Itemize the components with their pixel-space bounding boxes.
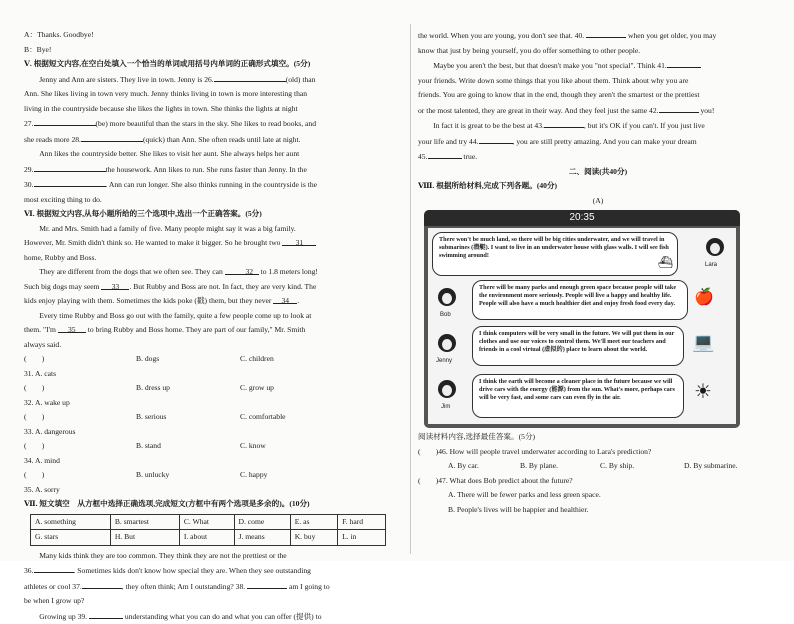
sec6-line-9: always said.	[24, 338, 404, 353]
word-option: A. something	[31, 514, 111, 530]
text: understanding what you can do and what you can offer (提供) to	[125, 612, 322, 621]
word-option: L. in	[338, 530, 386, 546]
word-option: C. What	[179, 514, 234, 530]
text: true.	[463, 152, 477, 161]
q47-option-a[interactable]: A. There will be fewer parks and less green space.	[418, 488, 778, 503]
sec6-line-1: Mr. and Mrs. Smith had a family of five. Many people might say it was a big family.	[24, 222, 404, 237]
speech-bubble-jenny: I think computers will be very small in the future. We will put them in our clothes and use our voices to control them. We'll meet our teachers and friends in a cool virtual (虚拟的) place to learn about the world.	[472, 326, 684, 366]
option-b: B. serious	[136, 410, 240, 439]
option-c: C. happy	[240, 468, 267, 497]
phone-illustration	[424, 210, 740, 428]
text: or the most talented, they are great in their way. And they feel just the same 42.	[418, 106, 659, 115]
answer-paren[interactable]: ( )	[24, 381, 136, 396]
sec5-line-6: Ann likes the countryside better. She likes to visit her aunt. She always helps her aunt	[24, 147, 404, 162]
text: 45.	[418, 152, 428, 161]
text: the world. When you are young, you don't see that. 40.	[418, 31, 584, 40]
sec6-line-5	[24, 280, 404, 295]
name-jim: Jim	[441, 400, 450, 415]
word-option: B. smartest	[110, 514, 179, 530]
option-c: C. grow up	[240, 381, 274, 410]
word-option: H. But	[110, 530, 179, 546]
text: 30.	[24, 180, 34, 189]
avatar-face	[710, 243, 720, 254]
q46-option-b[interactable]: B. By plane.	[520, 459, 600, 474]
phone-time: 20:35	[569, 212, 594, 223]
text: to bring Rubby and Boss home. They are part of our family," Mr. Smith	[88, 325, 306, 334]
avatar-face	[442, 385, 452, 396]
r-line-1	[418, 28, 778, 44]
option-b: B. unlucky	[136, 468, 240, 497]
part-2-title: 二、阅读(共40分)	[418, 165, 778, 180]
q46-option-c[interactable]: C. By ship.	[600, 459, 684, 474]
text: the housework. Ann likes to run. She runs faster than Jenny. In the	[106, 165, 307, 174]
column-divider	[410, 24, 411, 554]
submarine-icon: ⛴	[658, 252, 673, 272]
sec6-line-2	[24, 236, 404, 251]
option-a: 31. A. cats	[24, 367, 136, 382]
word-box-row	[31, 530, 386, 546]
text: you!	[700, 106, 714, 115]
text: kids enjoy playing with them. Sometimes the kids poke (戳) them, but they never	[24, 296, 271, 305]
question-46-options	[418, 459, 778, 474]
speech-bubble-bob: There will be many parks and enough green space because people will take the environment more seriously. People will live a happy and healthy life. People will also have a much healthier diet and enjoy fresh food every day.	[472, 280, 688, 320]
text: Growing up 39.	[39, 612, 87, 621]
sec5-line-1	[24, 72, 404, 88]
phone-status-bar	[424, 210, 740, 226]
r-line-6	[418, 103, 778, 119]
text: (quick) than Ann. She often reads until late at night.	[143, 135, 301, 144]
blank-44[interactable]	[479, 134, 513, 144]
text: Such big dogs may seem	[24, 282, 100, 291]
sec6-line-4	[24, 265, 404, 280]
text: she reads more 28.	[24, 135, 81, 144]
section-5-title: Ⅴ. 根据短文内容,在空白处填入一个恰当的单词或用括号内单词的正确形式填空。(5分)	[24, 57, 404, 72]
blank-39[interactable]	[89, 609, 123, 619]
word-option: K. buy	[290, 530, 337, 546]
sec7-line-5	[24, 609, 404, 624]
text: when you get older, you may	[628, 31, 716, 40]
question-33[interactable]	[24, 410, 404, 439]
text: In fact it is great to be the best at 43.	[433, 121, 544, 130]
word-box	[30, 514, 386, 546]
question-31[interactable]	[24, 352, 404, 381]
answer-paren[interactable]: ( )	[24, 410, 136, 425]
text: Jenny and Ann are sisters. They live in town. Jenny is 26.	[39, 75, 214, 84]
sec5-line-5	[24, 132, 404, 148]
r-line-7	[418, 118, 778, 134]
text: However, Mr. Smith didn't think so. He wanted to make it bigger. So he brought two	[24, 238, 280, 247]
word-option: E. as	[290, 514, 337, 530]
avatar-jenny	[438, 334, 456, 352]
option-a: 32. A. wake up	[24, 396, 136, 411]
blank-32[interactable]: 32	[225, 265, 259, 275]
avatar-bob	[438, 288, 456, 306]
left-column	[24, 28, 404, 624]
avatar-face	[442, 293, 452, 304]
text: Maybe you aren't the best, but that doesn't make you "not special". Think 41.	[433, 61, 667, 70]
question-34[interactable]	[24, 439, 404, 468]
sec7-line-3	[24, 579, 404, 595]
sec5-line-3: living in the countryside because she likes the lights in town. She thinks the lights at night	[24, 102, 404, 117]
passage-a-label: (A)	[418, 194, 778, 209]
r-line-3	[418, 58, 778, 74]
blank-28[interactable]	[81, 132, 143, 142]
sec7-line-2	[24, 563, 404, 579]
question-47[interactable]: ( )47. What does Bob predict about the future?	[418, 474, 778, 489]
text: They are different from the dogs that we often see. They can	[39, 267, 223, 276]
blank-30[interactable]	[34, 177, 106, 187]
blank-27[interactable]	[34, 116, 96, 126]
sec7-line-1: Many kids think they are too common. They think they are not the prettiest or the	[24, 549, 404, 564]
blank-42[interactable]	[659, 103, 699, 113]
option-a: 35. A. sorry	[24, 483, 136, 498]
question-intro: 阅读材料内容,选择最佳答案。(5分)	[418, 430, 778, 445]
option-b: B. dogs	[136, 352, 240, 381]
option-c: C. children	[240, 352, 274, 381]
r-line-5: friends. You are going to know that in the end, though they aren't the smartest or the prettiest	[418, 88, 778, 103]
option-b: B. dress up	[136, 381, 240, 410]
blank-37[interactable]	[82, 579, 122, 589]
sec6-line-6	[24, 294, 404, 309]
option-a: 34. A. mind	[24, 454, 136, 469]
blank-38[interactable]	[247, 579, 287, 589]
name-lara: Lara	[705, 258, 717, 273]
text: 36.	[24, 566, 34, 575]
r-line-9	[418, 149, 778, 165]
dialog-a: A：Thanks. Goodbye!	[24, 28, 404, 43]
blank-43[interactable]	[544, 118, 584, 128]
speech-bubble-jim: I think the earth will become a cleaner place in the future because we will drive cars with the energy (能源) from the sun. What's more, perhaps cars will be very fast, and some cars can even fly in the air.	[472, 374, 684, 418]
text: am I going to	[289, 582, 330, 591]
text: 29.	[24, 165, 34, 174]
speech-bubble-lara: There won't be much land, so there will be big cities underwater, and we will travel in submarines (潜艇). I want to live in an underwater house with glass walls. I will see fish swimming around!	[432, 232, 678, 276]
text: . But Rubby and Boss are not. In fact, they are very kind. The	[129, 282, 316, 291]
word-option: D. come	[234, 514, 290, 530]
phone-screen	[428, 228, 736, 424]
sec5-line-9: most exciting thing to do.	[24, 193, 404, 208]
blank-31[interactable]: 31	[282, 236, 316, 246]
laptop-icon: 💻	[692, 332, 714, 352]
blank-45[interactable]	[428, 149, 462, 159]
text: .	[297, 296, 299, 305]
sun-icon: ☀	[694, 382, 712, 402]
word-box-row	[31, 514, 386, 530]
word-option: J. means	[234, 530, 290, 546]
blank-34[interactable]: 34	[273, 294, 297, 304]
section-7-title: Ⅶ. 短文填空 从方框中选择正确选项,完成短文(方框中有两个选项是多余的)。(10分)	[24, 497, 404, 512]
blank-40[interactable]	[586, 28, 626, 38]
blank-29[interactable]	[34, 162, 106, 172]
text: (old) than	[286, 75, 316, 84]
text: (be) more beautiful than the stars in the sky. She likes to read books, and	[96, 119, 317, 128]
word-option: F. hard	[338, 514, 386, 530]
text: athletes or cool 37.	[24, 582, 82, 591]
text: , but it's OK if you can't. If you just live	[584, 121, 705, 130]
question-list	[24, 352, 404, 497]
option-c: C. know	[240, 439, 266, 468]
sec5-line-8	[24, 177, 404, 193]
avatar-face	[442, 339, 452, 350]
option-b: B. stand	[136, 439, 240, 468]
answer-paren[interactable]: ( )	[24, 439, 136, 454]
blank-35[interactable]: 35	[58, 323, 86, 333]
dialog-b: B：Bye!	[24, 43, 404, 58]
sec5-line-2: Ann. She likes living in town very much. Jenny thinks living in town is more interesting than	[24, 87, 404, 102]
avatar-jim	[438, 380, 456, 398]
sec6-line-3: home, Rubby and Boss.	[24, 251, 404, 266]
word-option: G. stars	[31, 530, 111, 546]
text: , they often think; Am I outstanding? 38.	[122, 582, 245, 591]
sec6-line-7: Every time Rubby and Boss go out with the family, quite a few people come up to look at	[24, 309, 404, 324]
name-bob: Bob	[440, 308, 451, 323]
right-column	[418, 28, 778, 517]
option-a: 33. A. dangerous	[24, 425, 136, 440]
text: them. "I'm	[24, 325, 56, 334]
text: to 1.8 meters long!	[261, 267, 318, 276]
question-35[interactable]	[24, 468, 404, 497]
sec7-line-4: be when I grow up?	[24, 594, 404, 609]
r-line-2: know that just by being yourself, you do offer something to other people.	[418, 44, 778, 59]
blank-36[interactable]	[34, 563, 74, 573]
q47-option-b[interactable]: B. People's lives will be happier and healthier.	[418, 503, 778, 518]
word-option: I. about	[179, 530, 234, 546]
question-46[interactable]: ( )46. How will people travel underwater according to Lara's prediction?	[418, 445, 778, 460]
section-6-title: Ⅵ. 根据短文内容,从每小题所给的三个选项中,选出一个正确答案。(5分)	[24, 207, 404, 222]
section-8-title: Ⅷ. 根据所给材料,完成下列各题。(40分)	[418, 179, 778, 194]
text: 27.	[24, 119, 34, 128]
text: . Ann can run longer. She also thinks running in the countryside is the	[106, 180, 318, 189]
fruit-icon: 🍎	[694, 288, 714, 308]
answer-paren[interactable]: ( )	[24, 352, 136, 367]
q46-option-d[interactable]: D. By submarine.	[684, 459, 738, 474]
blank-41[interactable]	[667, 58, 701, 68]
question-32[interactable]	[24, 381, 404, 410]
r-line-8	[418, 134, 778, 150]
blank-26[interactable]	[214, 72, 286, 82]
r-line-4: your friends. Write down some things that you like about them. Think about why you are	[418, 74, 778, 89]
avatar-lara	[706, 238, 724, 256]
q46-option-a[interactable]: A. By car.	[448, 459, 520, 474]
sec6-line-8	[24, 323, 404, 338]
text: your life and try 44.	[418, 137, 479, 146]
answer-paren[interactable]: ( )	[24, 468, 136, 483]
sec5-line-4	[24, 116, 404, 132]
blank-33[interactable]: 33	[101, 280, 129, 290]
option-c: C. comfortable	[240, 410, 286, 439]
name-jenny: Jenny	[436, 354, 452, 369]
sec5-line-7	[24, 162, 404, 178]
text: . Sometimes kids don't know how special they are. When they see outstanding	[74, 566, 311, 575]
text: , you are still pretty amazing. And you can make your dream	[513, 137, 697, 146]
